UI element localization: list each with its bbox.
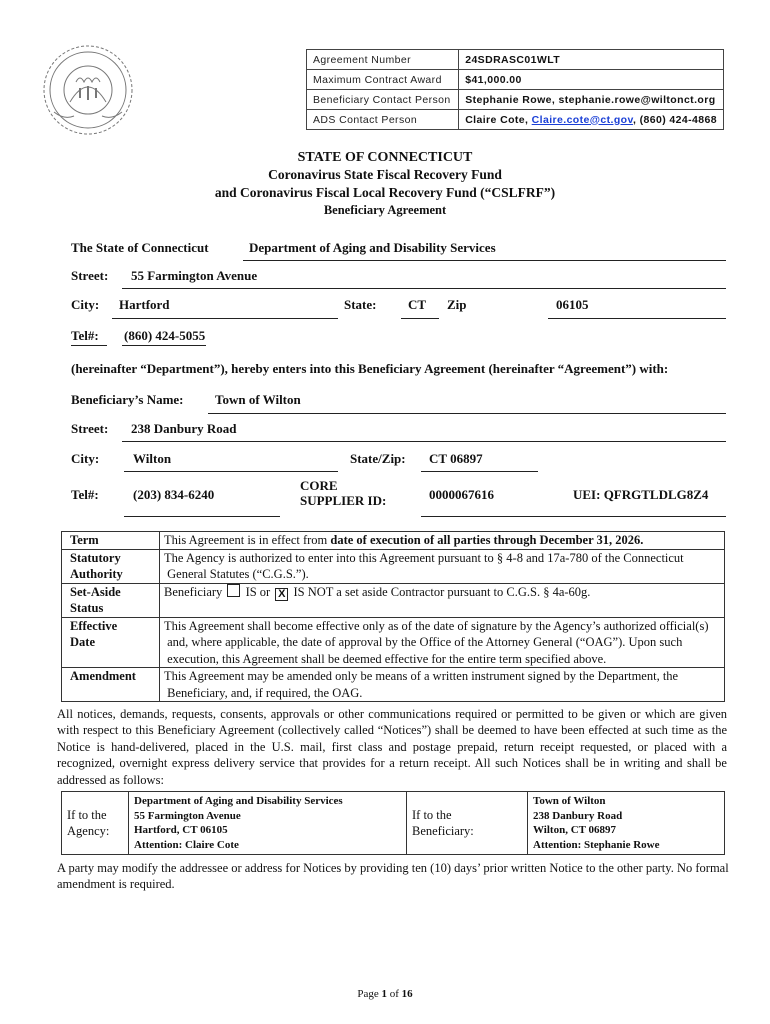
is-checkbox[interactable] xyxy=(227,584,240,597)
setaside-label-2: Status xyxy=(70,601,104,615)
ben-addr-line: Attention: Stephanie Rowe xyxy=(533,838,660,851)
dept-city-label: City: xyxy=(71,297,100,312)
amendment-text xyxy=(160,668,725,702)
ben-tel-label: Tel#: xyxy=(71,487,99,502)
ads-contact-label: ADS Contact Person xyxy=(307,110,459,130)
agency-addr-line: 55 Farmington Avenue xyxy=(134,809,241,822)
beneficiary-label xyxy=(407,792,528,855)
ben-tel-value: (203) 834-6240 xyxy=(133,487,215,502)
effective-line-1: This Agreement shall become effective only as of the date of signature by the Agency’s authorized official(s) xyxy=(164,618,709,633)
intro-text: (hereinafter “Department”), hereby enters into this Beneficiary Agreement (hereinafter “Agreement”) with: xyxy=(71,361,669,376)
ads-contact-name: Claire Cote, xyxy=(465,113,532,126)
statutory-line-1: The Agency is authorized to enter into this Agreement pursuant to § 4-8 and 17a-780 of the Connecticut xyxy=(164,550,684,565)
beneficiary-name-label: Beneficiary’s Name: xyxy=(71,392,184,407)
dept-zip-value: 06105 xyxy=(556,297,589,312)
underline xyxy=(243,260,726,261)
agreement-number-label: Agreement Number xyxy=(307,50,459,70)
state-of-ct-label: The State of Connecticut xyxy=(71,240,209,255)
term-label: Term xyxy=(62,532,160,550)
beneficiary-contact-value: Stephanie Rowe, stephanie.rowe@wiltonct.org xyxy=(459,90,724,110)
dept-state-value: CT xyxy=(408,297,427,312)
table-row xyxy=(62,583,725,617)
max-award-label: Maximum Contract Award xyxy=(307,70,459,90)
ben-addr-line: 238 Danbury Road xyxy=(533,809,623,822)
term-text xyxy=(160,532,725,550)
set-aside-label xyxy=(62,583,160,617)
underline xyxy=(401,318,439,319)
underline xyxy=(124,516,280,517)
table-row xyxy=(307,70,724,90)
max-award-value: $41,000.00 xyxy=(459,70,724,90)
agency-addr-line: Attention: Claire Cote xyxy=(134,838,239,851)
ben-addr-line: Town of Wilton xyxy=(533,795,606,807)
notice-address-table xyxy=(61,791,725,855)
underline xyxy=(208,413,726,414)
ads-contact-phone: , (860) 424-4868 xyxy=(632,113,717,126)
core-supplier-id: 0000067616 xyxy=(429,487,494,502)
dept-city-value: Hartford xyxy=(119,297,170,312)
ben-city-label: City: xyxy=(71,451,100,466)
ads-contact-email-link[interactable]: Claire.cote@ct.gov xyxy=(531,113,633,126)
setaside-is-not-text: IS NOT a set aside Contractor pursuant to C.G.S. § 4a-60g. xyxy=(293,584,591,599)
agency-label-1: If to the xyxy=(67,808,107,822)
effective-line-2: and, where applicable, the date of approval by the Office of the Attorney General (“OAG”). Upon such xyxy=(167,635,683,649)
underline xyxy=(421,471,538,472)
beneficiary-name-value: Town of Wilton xyxy=(215,392,301,407)
agreement-info-table xyxy=(306,49,724,130)
core-label-line-1: CORE xyxy=(300,478,338,493)
statutory-line-2: General Statutes (“C.G.S.”). xyxy=(167,567,309,581)
dept-tel-label: Tel#: xyxy=(71,328,99,343)
table-row xyxy=(62,792,725,855)
page-prefix: Page xyxy=(357,988,382,1000)
ben-street-label: Street: xyxy=(71,421,109,436)
statutory-authority-label xyxy=(62,549,160,583)
agency-addr-line: Hartford, CT 06105 xyxy=(134,824,228,836)
dept-street-value: 55 Farmington Avenue xyxy=(131,268,258,283)
state-seal-logo xyxy=(40,42,136,138)
page-title: STATE OF CONNECTICUT xyxy=(297,150,473,165)
page-of: of xyxy=(386,988,402,1000)
agency-addr-line: Department of Aging and Disability Services xyxy=(134,795,343,807)
statutory-label-2: Authority xyxy=(70,567,123,581)
setaside-label-1: Set-Aside xyxy=(70,584,121,599)
beneficiary-address xyxy=(528,792,725,855)
amendment-label: Amendment xyxy=(62,668,160,702)
core-supplier-label xyxy=(300,478,386,508)
table-row xyxy=(307,50,724,70)
table-row xyxy=(62,668,725,702)
dept-street-label: Street: xyxy=(71,268,109,283)
ben-statezip-value: CT 06897 xyxy=(429,451,483,466)
agency-label xyxy=(62,792,129,855)
effective-line-3: execution, this Agreement shall be deemed effective for the entire term specified above. xyxy=(167,651,607,666)
page-number xyxy=(0,988,770,1000)
table-row xyxy=(62,549,725,583)
dept-state-label: State: xyxy=(344,297,377,312)
underline xyxy=(122,441,726,442)
amendment-line-2: Beneficiary, and, if required, the OAG. xyxy=(167,685,363,700)
uei-value: UEI: QFRGTLDLG8Z4 xyxy=(573,487,709,502)
dept-tel-value: (860) 424-5055 xyxy=(124,328,206,343)
underline xyxy=(124,471,338,472)
agency-label-2: Agency: xyxy=(67,824,110,838)
page-current: 1 xyxy=(381,988,387,1000)
beneficiary-contact-label: Beneficiary Contact Person xyxy=(307,90,459,110)
set-aside-text xyxy=(160,583,725,617)
statutory-authority-text xyxy=(160,549,725,583)
core-label-line-2: SUPPLIER ID: xyxy=(300,493,387,508)
term-text-bold: date of execution of all parties through December 31, 2026. xyxy=(330,533,644,547)
effective-date-label xyxy=(62,617,160,668)
is-not-checkbox[interactable]: X xyxy=(275,588,288,601)
closing-paragraph: A party may modify the addressee or address for Notices by providing ten (10) days’ prior written Notice to the other party. No formal amendment is required. xyxy=(57,861,729,892)
notices-paragraph: All notices, demands, requests, consents, approvals or other communications required or permitted to be given or which are given with respect to this Beneficiary Agreement (collectively called “Notices”) shall be deemed to have been effected at such time as the Notice is hand-delivered, placed in the U.S. mail, first class and postage prepaid, return receipt requested, or placed with a recognized, overnight express delivery service that provides for a return receipt. All such Notices shall be in writing and shall be addressed as follows: xyxy=(57,707,727,787)
term-text-plain: This Agreement is in effect from xyxy=(164,533,331,547)
fund-title-1: Coronavirus State Fiscal Recovery Fund xyxy=(268,167,502,182)
table-row xyxy=(307,90,724,110)
setaside-is-or: IS or xyxy=(245,584,271,599)
ben-street-value: 238 Danbury Road xyxy=(131,421,237,436)
ben-label-2: Beneficiary: xyxy=(412,824,474,838)
underline xyxy=(122,345,206,346)
ben-city-value: Wilton xyxy=(133,451,172,466)
table-row xyxy=(62,617,725,668)
setaside-beneficiary: Beneficiary xyxy=(164,584,223,599)
department-name: Department of Aging and Disability Services xyxy=(249,240,496,255)
underline xyxy=(548,318,726,319)
dept-zip-label: Zip xyxy=(447,297,467,312)
fund-title-2: and Coronavirus Fiscal Local Recovery Fund (“CSLFRF”) xyxy=(214,185,556,200)
page-total: 16 xyxy=(401,988,413,1000)
effective-label-2: Date xyxy=(70,635,95,649)
underline xyxy=(112,318,338,319)
terms-table xyxy=(61,531,725,702)
underline xyxy=(122,288,726,289)
statutory-label-1: Statutory xyxy=(70,550,121,565)
effective-date-text xyxy=(160,617,725,668)
ben-addr-line: Wilton, CT 06897 xyxy=(533,824,617,836)
underline xyxy=(71,345,107,346)
underline xyxy=(421,516,726,517)
amendment-line-1: This Agreement may be amended only be means of a written instrument signed by the Department, the xyxy=(164,669,679,683)
ben-label-1: If to the xyxy=(412,808,452,822)
ads-contact-value xyxy=(459,110,724,130)
table-row xyxy=(62,532,725,550)
effective-label-1: Effective xyxy=(70,618,118,633)
agency-address xyxy=(129,792,407,855)
document-subtitle: Beneficiary Agreement xyxy=(323,203,447,217)
table-row xyxy=(307,110,724,130)
ben-statezip-label: State/Zip: xyxy=(350,451,406,466)
agreement-number-value: 24SDRASC01WLT xyxy=(459,50,724,70)
